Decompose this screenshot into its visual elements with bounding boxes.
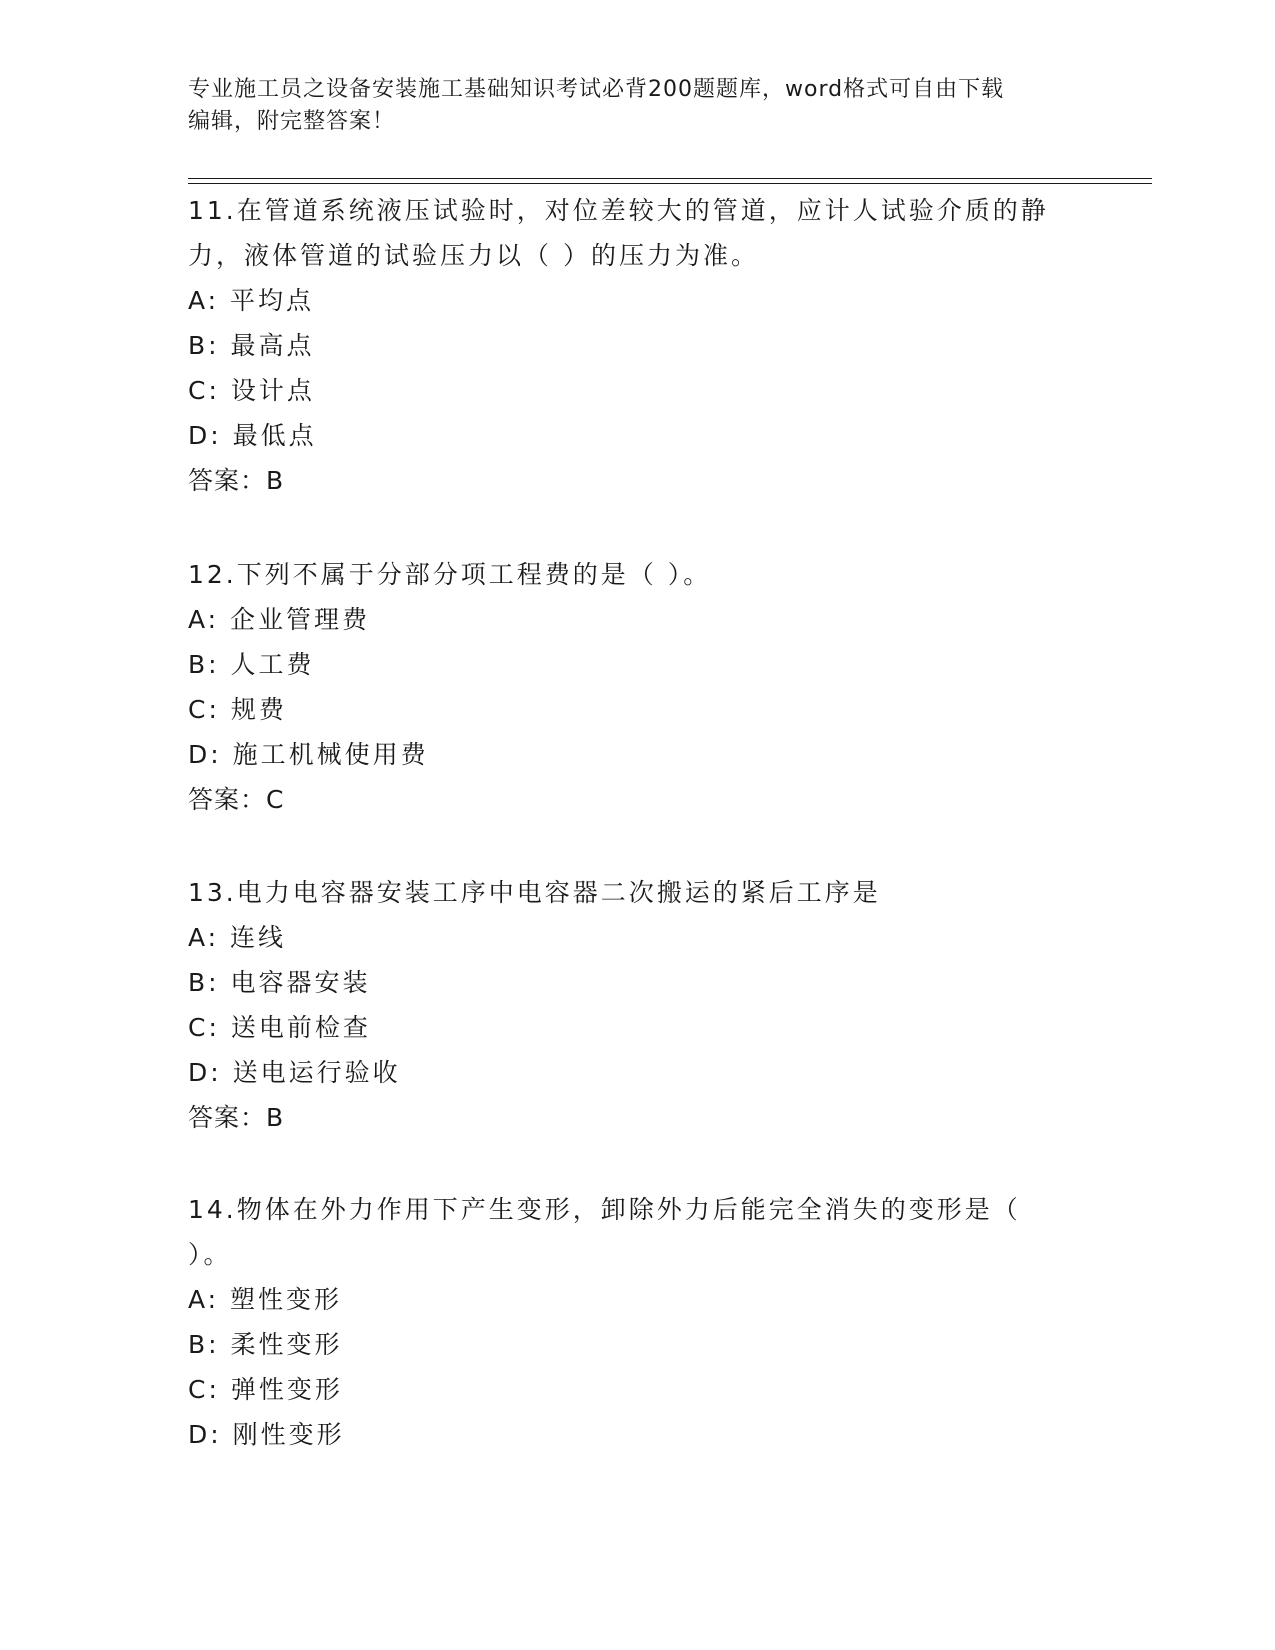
- option-b: B: 最高点: [188, 331, 315, 360]
- answer: 答案：B: [188, 1103, 285, 1132]
- question-stem: 12.下列不属于分部分项工程费的是（ ）。: [188, 560, 712, 589]
- option-c: C: 送电前检查: [188, 1013, 371, 1042]
- question-stem-continued: ）。: [188, 1240, 232, 1269]
- answer: 答案：C: [188, 785, 285, 814]
- option-a: A: 企业管理费: [188, 605, 371, 634]
- option-b: B: 柔性变形: [188, 1330, 343, 1359]
- option-a: A: 平均点: [188, 286, 315, 315]
- document-header: [188, 74, 1068, 138]
- option-b: B: 人工费: [188, 650, 315, 679]
- question-11: [188, 188, 1088, 503]
- option-d: D: 送电运行验收: [188, 1058, 401, 1087]
- question-13: [188, 870, 1088, 1140]
- question-14: [188, 1187, 1088, 1457]
- option-a: A: 塑性变形: [188, 1285, 343, 1314]
- option-c: C: 弹性变形: [188, 1375, 343, 1404]
- header-line-1: 专业施工员之设备安装施工基础知识考试必背200题题库，word格式可自由下载: [188, 77, 1005, 102]
- question-stem-continued: 力，液体管道的试验压力以（ ）的压力为准。: [188, 241, 759, 270]
- question-stem: 14.物体在外力作用下产生变形，卸除外力后能完全消失的变形是（: [188, 1195, 1021, 1224]
- header-divider-bottom: [188, 183, 1152, 184]
- answer: 答案：B: [188, 466, 285, 495]
- header-divider-top: [188, 178, 1152, 179]
- question-12: [188, 552, 1088, 822]
- option-b: B: 电容器安装: [188, 968, 371, 997]
- option-d: D: 刚性变形: [188, 1420, 345, 1449]
- option-a: A: 连线: [188, 923, 287, 952]
- option-c: C: 规费: [188, 695, 287, 724]
- option-d: D: 最低点: [188, 421, 317, 450]
- header-line-2: 编辑，附完整答案！: [188, 109, 396, 134]
- option-c: C: 设计点: [188, 376, 315, 405]
- question-stem: 13.电力电容器安装工序中电容器二次搬运的紧后工序是: [188, 878, 881, 907]
- question-stem: 11.在管道系统液压试验时，对位差较大的管道，应计人试验介质的静: [188, 196, 1049, 225]
- option-d: D: 施工机械使用费: [188, 740, 429, 769]
